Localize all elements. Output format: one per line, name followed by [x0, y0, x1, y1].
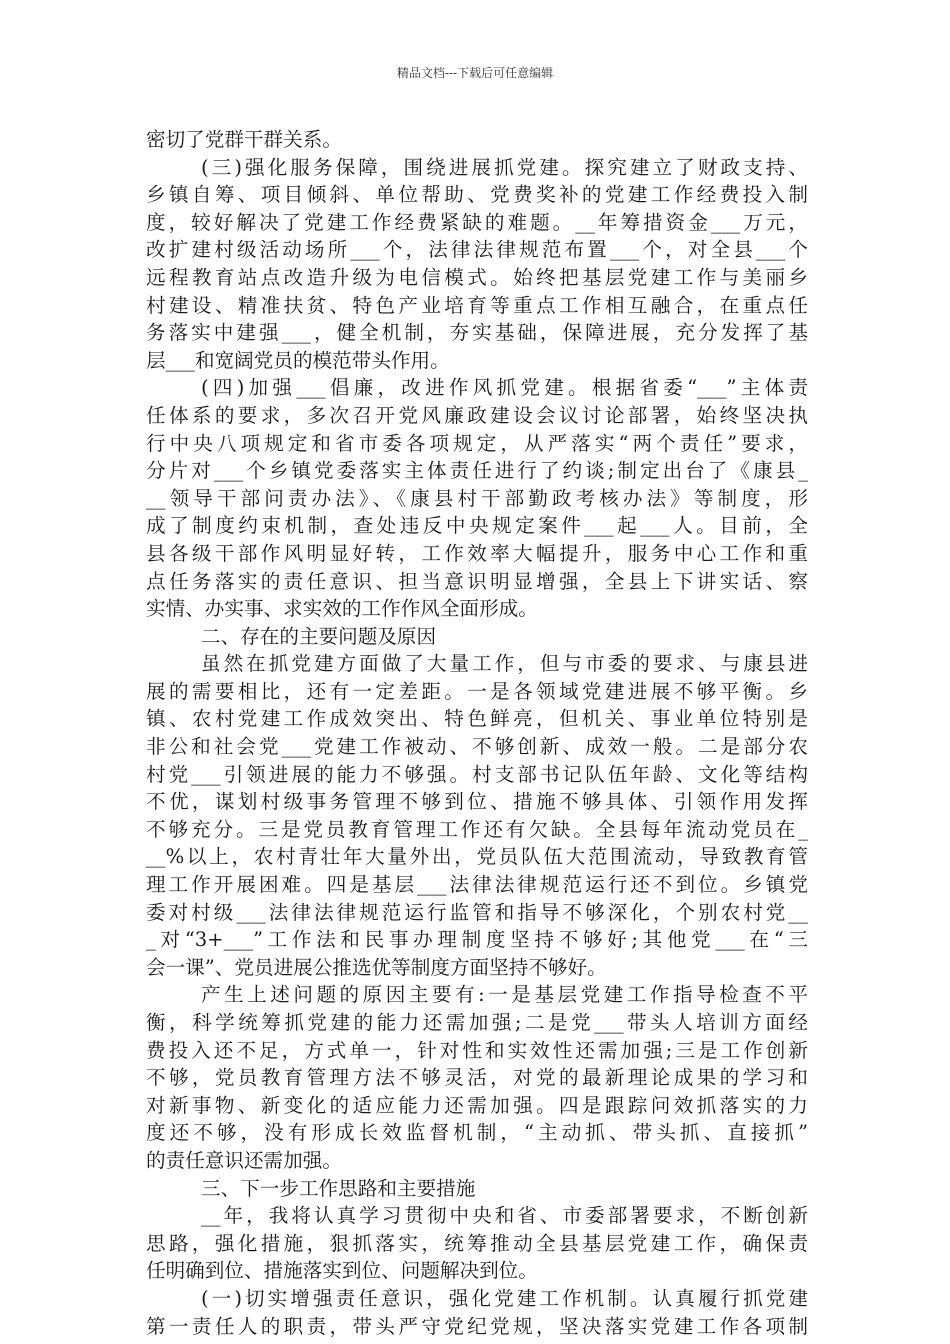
- text-line: 点任务落实的责任意识、担当意识明显增强，全县上下讲实话、察: [146, 569, 808, 593]
- text-line: 度，较好解决了党建工作经费紧缺的难题。__年筹措资金___万元，: [146, 210, 808, 234]
- text-line: 成了制度约束机制，查处违反中央规定案件___起___人。目前，全: [146, 514, 808, 538]
- text-line: 层___和宽阔党员的模范带头作用。: [146, 348, 450, 372]
- text-line: 第一责任人的职责，带头严守党纪党规，坚决落实党建工作各项制: [146, 1314, 808, 1338]
- text-line: 县各级干部作风明显好转，工作效率大幅提升，服务中心工作和重: [146, 541, 808, 565]
- text-line: (三)强化服务保障，围绕进展抓党建。探究建立了财政支持、: [201, 155, 808, 179]
- text-line: 乡镇自筹、项目倾斜、单位帮助、党费奖补的党建工作经费投入制: [146, 183, 808, 207]
- text-line: 衡，科学统筹抓党建的能力还需加强;二是党___带头人培训方面经: [146, 1011, 808, 1034]
- text-line: 任明确到位、措施落实到位、问题解决到位。: [146, 1259, 538, 1283]
- text-line: _对“3+___”工作法和民事办理制度坚持不够好;其他党___在“三: [146, 928, 808, 952]
- text-line: 务落实中建强___，健全机制，夯实基础，保障进展，充分发挥了基: [146, 321, 808, 345]
- text-line: 实情、办实事、求实效的工作作风全面形成。: [146, 597, 538, 621]
- text-line: 非公和社会党___党建工作被动、不够创新、成效一般。二是部分农: [146, 735, 808, 759]
- text-line: 不够充分。三是党员教育管理工作还有欠缺。全县每年流动党员在_: [146, 817, 808, 841]
- text-line: __%以上，农村青壮年大量外出，党员队伍大范围流动，导致教育管: [146, 845, 808, 869]
- text-line: 思路，强化措施，狠抓落实，统筹推动全县基层党建工作，确保责: [146, 1231, 808, 1255]
- text-line: 不够，党员教育管理方法不够灵活，对党的最新理论成果的学习和: [146, 1066, 808, 1090]
- text-line: 不优，谋划村级事务管理不够到位、措施不够具体、引领作用发挥: [146, 790, 808, 814]
- text-line: 会一课”、党员进展公推选优等制度方面坚持不够好。: [146, 955, 607, 979]
- text-line: 理工作开展困难。四是基层___法律法律规范运行还不到位。乡镇党: [146, 873, 808, 897]
- text-line: 行中央八项规定和省市委各项规定，从严落实“两个责任”要求，: [146, 431, 808, 455]
- text-line: (一)切实增强责任意识，强化党建工作机制。认真履行抓党建: [201, 1286, 808, 1310]
- text-line: 虽然在抓党建方面做了大量工作，但与市委的要求、与康县进: [201, 652, 808, 676]
- text-line: 的责任意识还需加强。: [146, 1148, 342, 1172]
- text-line: 展的需要相比，还有一定差距。一是各领域党建进展不够平衡。乡: [146, 679, 808, 703]
- text-line: 二、存在的主要问题及原因: [201, 624, 437, 648]
- text-line: (四)加强___倡廉，改进作风抓党建。根据省委“___”主体责: [201, 376, 808, 400]
- text-line: 对新事物、新变化的适应能力还需加强。四是跟踪问效抓落实的力: [146, 1093, 808, 1117]
- page-header: 精品文档---下载后可任意编辑: [396, 66, 554, 80]
- text-line: 远程教育站点改造升级为电信模式。始终把基层党建工作与美丽乡: [146, 265, 808, 289]
- text-line: 任体系的要求，多次召开党风廉政建设会议讨论部署，始终坚决执: [146, 403, 808, 427]
- text-line: 度还不够，没有形成长效监督机制，“主动抓、带头抓、直接抓”: [146, 1121, 808, 1145]
- text-line: __领导干部问责办法》、《康县村干部勤政考核办法》等制度，形: [146, 486, 808, 510]
- text-line: 产生上述问题的原因主要有:一是基层党建工作指导检查不平: [201, 983, 808, 1007]
- text-line: 村建设、精准扶贫、特色产业培育等重点工作相互融合，在重点任: [146, 293, 808, 317]
- text-line: 委对村级___法律法律规范运行监管和指导不够深化，个别农村党__: [146, 900, 808, 924]
- text-line: 费投入还不足，方式单一，针对性和实效性还需加强;三是工作创新: [146, 1038, 808, 1062]
- text-line: 密切了党群干群关系。: [146, 128, 342, 151]
- text-line: 三、下一步工作思路和主要措施: [201, 1176, 476, 1200]
- text-line: __年，我将认真学习贯彻中央和省、市委部署要求，不断创新: [201, 1204, 808, 1228]
- text-line: 村党___引领进展的能力不够强。村支部书记队伍年龄、文化等结构: [146, 762, 808, 786]
- text-line: 改扩建村级活动场所___个，法律法律规范布置___个，对全县___个: [146, 238, 808, 262]
- text-line: 镇、农村党建工作成效突出、特色鲜亮，但机关、事业单位特别是: [146, 707, 808, 731]
- text-line: 分片对___个乡镇党委落实主体责任进行了约谈;制定出台了《康县_: [146, 459, 808, 483]
- document-body: [146, 126, 808, 1340]
